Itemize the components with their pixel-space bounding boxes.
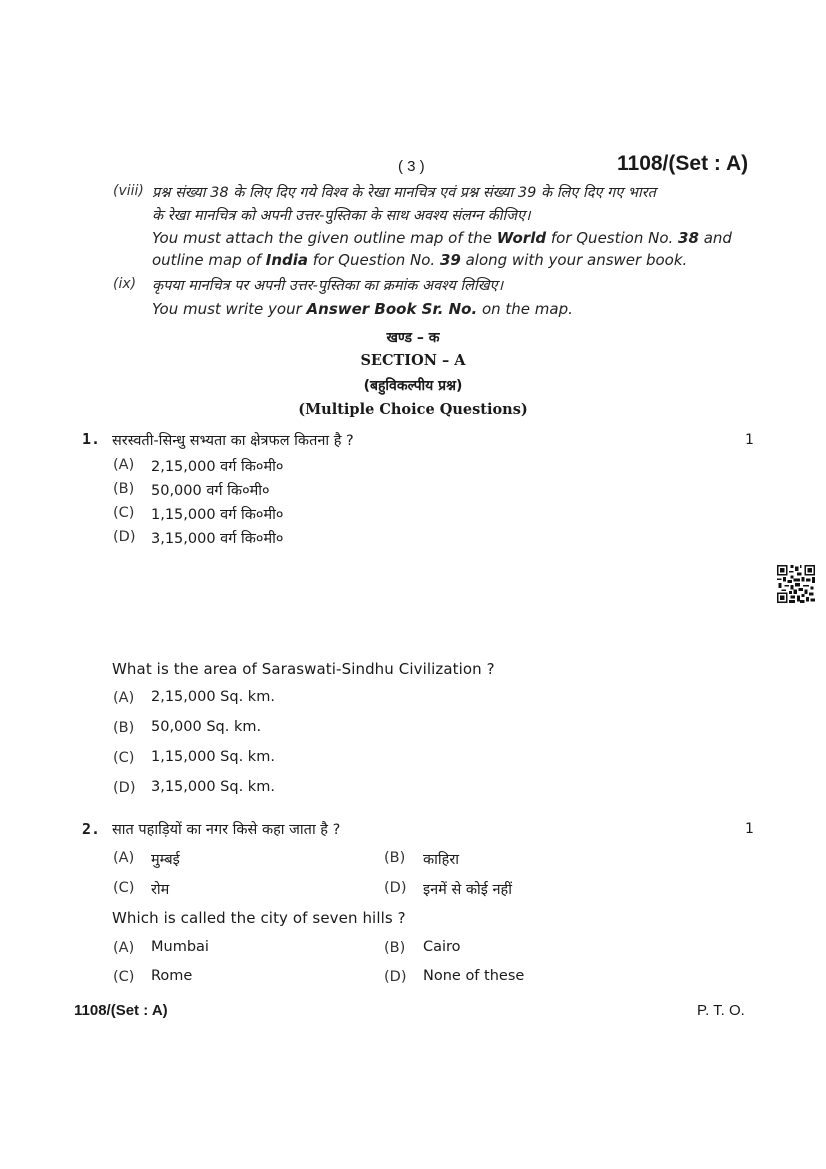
option-label: (C): [113, 750, 135, 766]
instruction-hindi-line: के रेखा मानचित्र को अपनी उत्तर-पुस्तिका के साथ अवश्य संलग्न कीजिए।: [152, 208, 531, 224]
page-number: ( 3 ): [398, 158, 425, 175]
question-text-english: Which is called the city of seven hills ?: [112, 909, 406, 927]
option-text: 50,000 वर्ग कि०मी०: [151, 483, 270, 499]
instruction-english-line: You must attach the given outline map of the World for Question No. 38 and: [152, 229, 732, 247]
option-label: (B): [384, 940, 406, 956]
option-text: 1,15,000 Sq. km.: [151, 749, 275, 765]
instruction-english-line: You must write your Answer Book Sr. No. on the map.: [152, 300, 573, 318]
instruction-numeral: (viii): [113, 183, 144, 199]
option-text: None of these: [423, 968, 525, 984]
instruction-english-line: outline map of India for Question No. 39 along with your answer book.: [152, 251, 688, 269]
option-label: (D): [113, 529, 136, 545]
option-text: 1,15,000 वर्ग कि०मी०: [151, 507, 284, 523]
section-title-english: SECTION – A: [360, 352, 466, 369]
instruction-hindi-line: कृपया मानचित्र पर अपनी उत्तर-पुस्तिका का क्रमांक अवश्य लिखिए।: [152, 278, 504, 294]
option-label: (A): [113, 457, 135, 473]
option-label: (A): [113, 690, 135, 706]
section-subtitle-english: (Multiple Choice Questions): [298, 401, 528, 418]
option-text: 3,15,000 वर्ग कि०मी०: [151, 531, 284, 547]
question-number: 1.: [82, 430, 101, 448]
option-text: रोम: [151, 882, 170, 898]
option-label: (B): [384, 850, 406, 866]
option-text: इनमें से कोई नहीं: [423, 882, 512, 898]
option-label: (C): [113, 505, 135, 521]
option-label: (C): [113, 969, 135, 985]
option-label: (D): [384, 880, 407, 896]
question-marks: 1: [745, 821, 754, 837]
option-text: Mumbai: [151, 939, 209, 955]
option-text: काहिरा: [423, 852, 460, 868]
option-text: मुम्बई: [151, 852, 180, 868]
question-text-hindi: सरस्वती-सिन्धु सभ्यता का क्षेत्रफल कितना है ?: [112, 433, 354, 449]
option-text: 50,000 Sq. km.: [151, 719, 262, 735]
qr-code: [777, 565, 815, 603]
option-label: (B): [113, 481, 135, 497]
question-number: 2.: [82, 820, 101, 838]
option-label: (D): [113, 780, 136, 796]
option-label: (A): [113, 940, 135, 956]
option-text: Cairo: [423, 939, 461, 955]
footer-set-code: 1108/(Set : A): [74, 1002, 168, 1019]
option-label: (D): [384, 969, 407, 985]
instruction-hindi-line: प्रश्न संख्या 38 के लिए दिए गये विश्व के रेखा मानचित्र एवं प्रश्न संख्या 39 के लिए दिए गए भारत: [152, 185, 656, 201]
option-label: (B): [113, 720, 135, 736]
option-text: 2,15,000 वर्ग कि०मी०: [151, 459, 284, 475]
footer-pto: P. T. O.: [697, 1002, 745, 1019]
option-text: Rome: [151, 968, 193, 984]
section-title-hindi: खण्ड – क: [386, 330, 440, 346]
set-code: 1108/(Set : A): [617, 152, 749, 175]
option-text: 3,15,000 Sq. km.: [151, 779, 275, 795]
section-subtitle-hindi: (बहुविकल्पीय प्रश्न): [363, 378, 463, 394]
question-text-english: What is the area of Saraswati-Sindhu Civilization ?: [112, 660, 495, 678]
question-text-hindi: सात पहाड़ियों का नगर किसे कहा जाता है ?: [112, 822, 341, 838]
question-marks: 1: [745, 432, 754, 448]
option-label: (C): [113, 880, 135, 896]
option-label: (A): [113, 850, 135, 866]
option-text: 2,15,000 Sq. km.: [151, 689, 275, 705]
instruction-numeral: (ix): [113, 276, 137, 292]
